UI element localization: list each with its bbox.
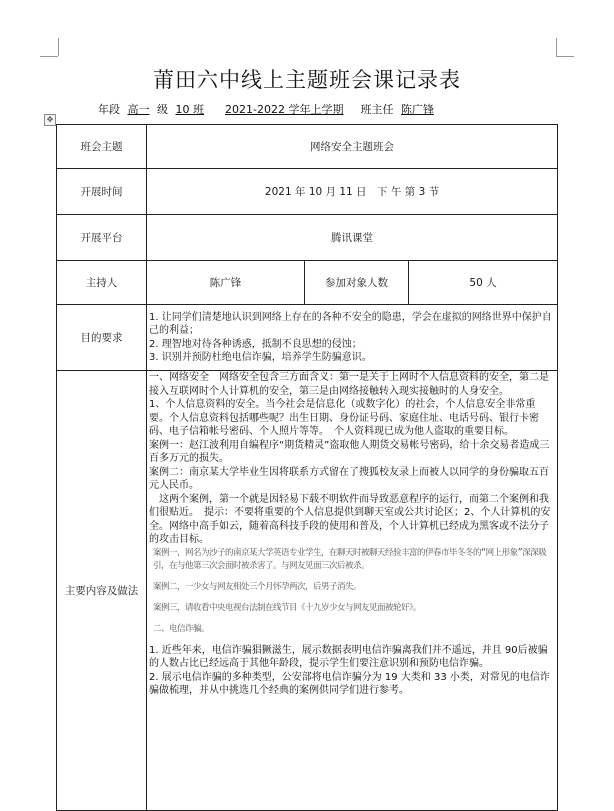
time-value[interactable]: 2021 年 10 月 11 日 下 午 第 3 节 <box>147 169 558 215</box>
content-paragraph: 1. 近些年来，电信诈骗猖獗滋生，展示数据表明电信诈骗离我们并不遥远，并且 90后被骗的人数占比已经远高于其他年龄段，提示学生们要注意识别和预防电信诈骗。 <box>149 644 548 669</box>
content-value[interactable] <box>147 371 558 811</box>
goal-item: 3. 识别并预防杜绝电信诈骗，培养学生防骗意识。 <box>149 352 372 363</box>
goal-item: 2. 理智地对待各种诱惑，抵制不良思想的侵蚀； <box>149 338 362 350</box>
table-row <box>57 371 558 811</box>
page-corner-mark-tr <box>556 56 574 57</box>
content-paragraph: 2. 展示电信诈骗的多种类型，公安部将电信诈骗分为 19 大类和 33 小类，对常见的电信诈骗做梳理，并从中挑选几个经典的案例供同学们进行参考。 <box>149 671 550 696</box>
document-subtitle <box>98 101 538 117</box>
record-table <box>56 124 558 811</box>
grade-label: 年段 <box>98 103 120 116</box>
case-paragraph: 案例三，请收看中央电视台法制在线节目《十九岁少女与网友见面被轮奸》。 <box>153 602 421 613</box>
table-row <box>57 305 558 371</box>
table-row <box>57 125 558 169</box>
case-paragraph: 二、电信诈骗。 <box>153 623 210 634</box>
goal-item: 1. 让同学们清楚地认识到网络上存在的各种不安全的隐患，学会在虚拟的网络世界中保护自己的利益； <box>149 311 552 336</box>
teacher-label: 班主任 <box>360 103 394 116</box>
content-paragraph: 案例一：赵江波利用自编程序“期货精灵”盗取他人期货交易帐号密码，给十余交易者造成三百多万元的损失。 <box>149 439 550 464</box>
level-label: 级 <box>157 103 168 116</box>
host-value[interactable]: 陈广锋 <box>147 261 305 305</box>
platform-value[interactable]: 腾讯课堂 <box>147 215 558 261</box>
content-paragraph: 1、个人信息资料的安全。当今社会是信息化（或数字化）的社会，个人信息安全非常重要。个人信息资料包括哪些呢？出生日期、身份证号码、家庭住址、电话号码、银行卡密码、电子信箱帐号密码、个人照片等等。 个人资料现已成为他人盗取的重要目标。 <box>149 399 539 437</box>
participants-value[interactable]: 50 人 <box>409 261 558 305</box>
host-label: 主持人 <box>57 261 147 305</box>
platform-label: 开展平台 <box>57 215 147 261</box>
teacher-value: 陈广锋 <box>400 103 434 116</box>
topic-label: 班会主题 <box>57 125 147 169</box>
topic-value[interactable]: 网络安全主题班会 <box>147 125 558 169</box>
document-title: 莆田六中线上主题班会课记录表 <box>153 68 461 92</box>
table-move-handle-icon[interactable]: ✥ <box>44 114 56 126</box>
content-paragraph: 一、网络安全 网络安全包含三方面含义：第一是关于上网时个人信息资料的安全，第二是接入互联网时个人计算机的安全，第三是由网络接触转入现实接触时的人身安全。 <box>149 372 549 397</box>
page-corner-mark-tl <box>40 56 58 57</box>
content-paragraph: 案例二：南京某大学毕业生因将联系方式留在了搜狐校友录上而被人以同学的身份骗取五百元人民币。 <box>149 466 549 491</box>
table-row <box>57 261 558 305</box>
page-corner-mark-tl <box>58 38 59 56</box>
content-paragraph: 这两个案例，第一个就是因轻易下载不明软件而导致恶意程序的运行，而第二个案例和我们很贴近。 提示：不要将重要的个人信息提供到聊天室或公共讨论区；2、个人计算机的安全。网络中高手如云，随着高科技手段的使用和普及，个人计算机已经成为黑客或不法分子的攻击目标。 <box>149 493 551 545</box>
time-label: 开展时间 <box>57 169 147 215</box>
class-value: 10 班 <box>175 103 204 116</box>
goals-value[interactable] <box>147 305 558 371</box>
grade-value: 高一 <box>127 103 150 116</box>
term-value: 2021-2022 学年上学期 <box>225 103 344 116</box>
page-corner-mark-tr <box>556 38 557 56</box>
goals-label: 目的要求 <box>57 305 147 371</box>
table-row <box>57 215 558 261</box>
table-row <box>57 169 558 215</box>
case-paragraph: 案例二，一少女与网友相处三个月怀孕两次，后男子消失。 <box>153 581 362 592</box>
participants-label: 参加对象人数 <box>305 261 409 305</box>
case-paragraph: 案例一，网名为沙子的南京某大学英语专业学生，在聊天时被聊天经验丰富的伊春市毕冬冬的“网上形象”深深吸引，在与他第三次会面时被杀害了。与网友见面三次后被杀。 <box>153 547 547 571</box>
content-label: 主要内容及做法 <box>57 371 147 811</box>
